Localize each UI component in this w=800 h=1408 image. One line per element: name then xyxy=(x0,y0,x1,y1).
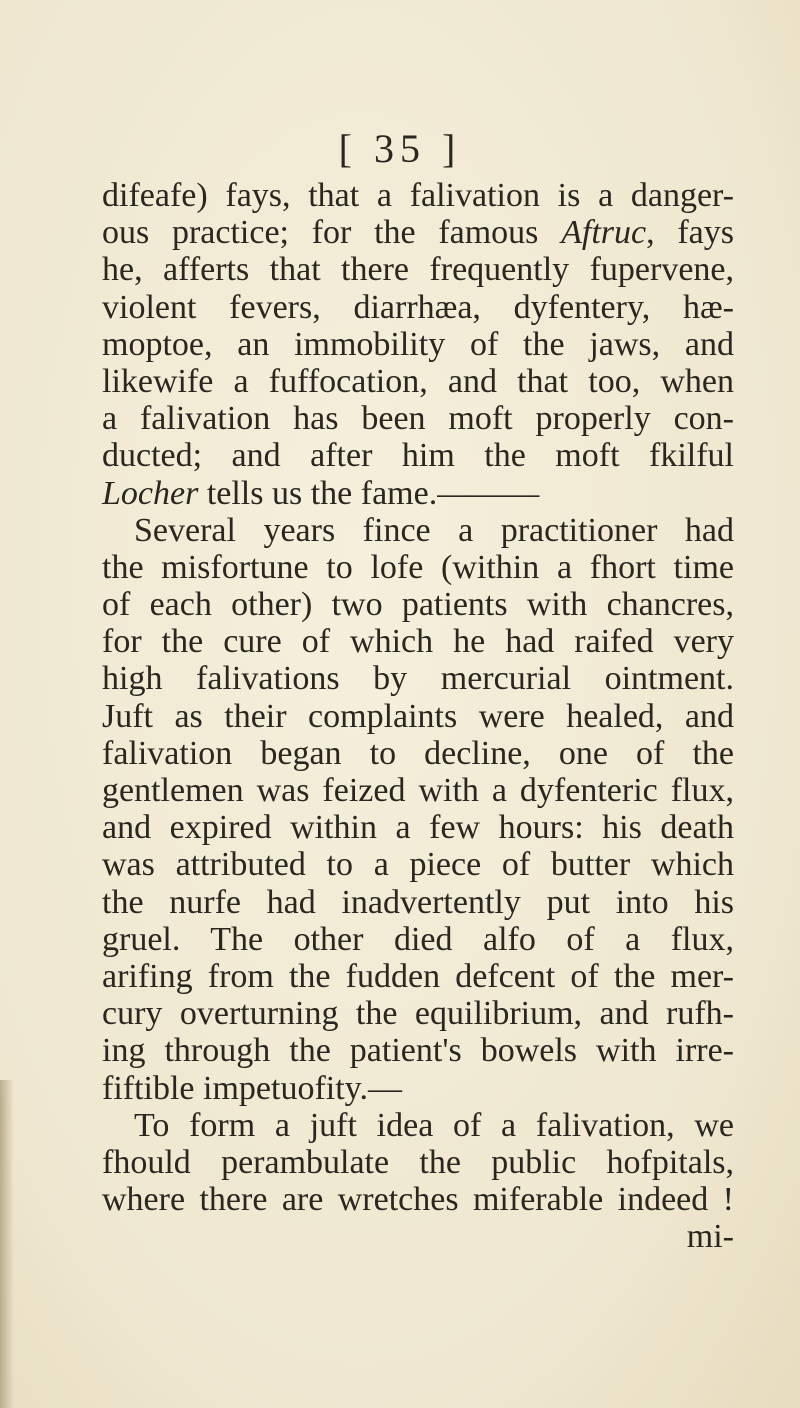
text-line: the misfortune to lofe (within a fhort time xyxy=(102,548,734,586)
text-line: falivation began to decline, one of the xyxy=(102,734,734,772)
text-line: violent fevers, diarrhæa, dyfentery, hæ- xyxy=(102,288,734,326)
text-line: fhould perambulate the public hofpitals, xyxy=(102,1143,734,1181)
text-line: the nurfe had inadvertently put into his xyxy=(102,883,734,921)
text-line: arifing from the fudden defcent of the mer- xyxy=(102,957,734,995)
text-line: of each other) two patients with chancres, xyxy=(102,586,734,624)
text-line: moptoe, an immobility of the jaws, and xyxy=(102,325,734,363)
text-line: gruel. The other died alfo of a flux, xyxy=(102,920,734,958)
text-line: he, afferts that there frequently fupervene, xyxy=(102,251,734,289)
text-line: fiftible impetuofity.— xyxy=(102,1069,402,1107)
text-line: and expired within a few hours: his death xyxy=(102,809,734,847)
text-line: a falivation has been moft properly con- xyxy=(102,400,734,438)
text-line: for the cure of which he had raifed very xyxy=(102,623,734,661)
text-line: high falivations by mercurial ointment. xyxy=(102,660,734,698)
text-line: where there are wretches miferable indeed ! xyxy=(102,1181,734,1219)
text-line: likewife a fuffocation, and that too, when xyxy=(102,362,734,400)
catchword: mi- xyxy=(686,1218,734,1256)
text-line: Juft as their complaints were healed, and xyxy=(102,697,734,735)
body-text xyxy=(102,177,734,1255)
text-line: ducted; and after him the moft fkilful xyxy=(102,437,734,475)
text-line: gentlemen was feized with a dyfenteric flux, xyxy=(102,772,734,809)
text-line: To form a juft idea of a falivation, we xyxy=(134,1106,734,1144)
page-number: [ 35 ] xyxy=(338,126,462,171)
page-edge-shadow xyxy=(0,1080,14,1408)
text-line: ing through the patient's bowels with irre- xyxy=(102,1032,734,1070)
text-line: cury overturning the equilibrium, and rufh- xyxy=(102,995,734,1033)
text-line: Several years fince a practitioner had xyxy=(134,511,734,549)
text-line: Locher tells us the fame.——— xyxy=(102,474,540,512)
text-line: ous practice; for the famous Aftruc, fays xyxy=(102,214,734,252)
text-line: was attributed to a piece of butter which xyxy=(102,846,734,884)
text-line: difeafe) fays, that a falivation is a danger- xyxy=(102,177,734,214)
